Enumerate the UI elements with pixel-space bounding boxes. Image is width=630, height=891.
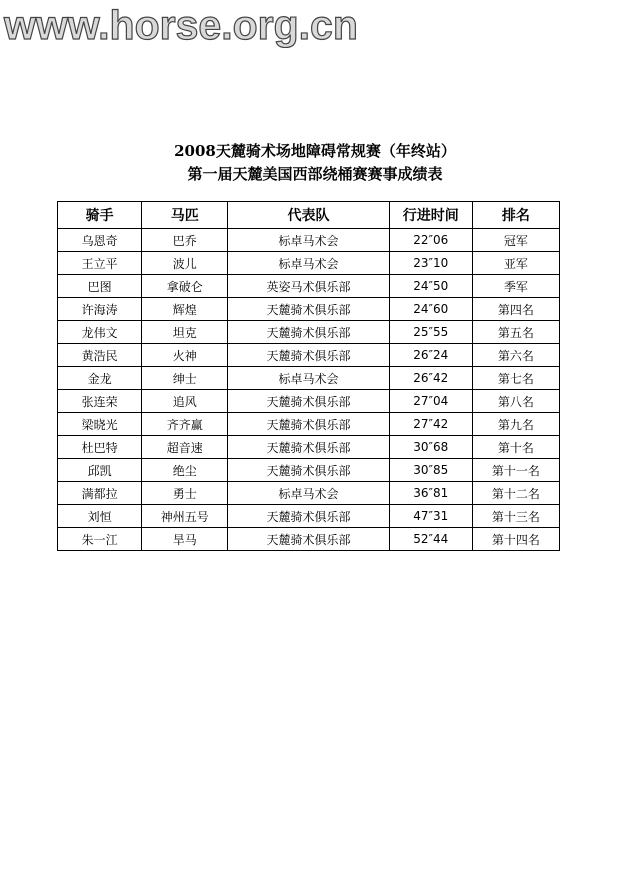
cell-time: 26″42: [389, 367, 472, 390]
cell-time: 24″60: [389, 298, 472, 321]
watermark-svg: [0, 2, 360, 48]
cell-rank: 季军: [472, 275, 559, 298]
table-row: [58, 367, 560, 390]
cell-rank: 第十一名: [472, 459, 559, 482]
cell-horse: 火神: [142, 344, 228, 367]
cell-rank: 第八名: [472, 390, 559, 413]
cell-time: 26″24: [389, 344, 472, 367]
table-row: [58, 321, 560, 344]
cell-rank: 第十四名: [472, 528, 559, 551]
cell-rank: 第十二名: [472, 482, 559, 505]
table-row: [58, 275, 560, 298]
cell-team: 英姿马术俱乐部: [228, 275, 389, 298]
cell-team: 标卓马术会: [228, 229, 389, 252]
cell-rank: 冠军: [472, 229, 559, 252]
cell-horse: 旱马: [142, 528, 228, 551]
cell-rider: 金龙: [58, 367, 142, 390]
watermark-text: www.horse.org.cn: [4, 2, 358, 48]
cell-time: 36″81: [389, 482, 472, 505]
cell-rider: 满都拉: [58, 482, 142, 505]
cell-horse: 辉煌: [142, 298, 228, 321]
cell-horse: 波儿: [142, 252, 228, 275]
cell-horse: 勇士: [142, 482, 228, 505]
cell-time: 22″06: [389, 229, 472, 252]
cell-horse: 绝尘: [142, 459, 228, 482]
cell-team: 天麓骑术俱乐部: [228, 413, 389, 436]
table-row: [58, 298, 560, 321]
table-row: [58, 436, 560, 459]
cell-rank: 第九名: [472, 413, 559, 436]
table-row: [58, 413, 560, 436]
cell-rider: 杜巴特: [58, 436, 142, 459]
cell-team: 标卓马术会: [228, 482, 389, 505]
cell-time: 27″04: [389, 390, 472, 413]
cell-time: 23″10: [389, 252, 472, 275]
cell-team: 天麓骑术俱乐部: [228, 459, 389, 482]
table-row: [58, 482, 560, 505]
cell-team: 天麓骑术俱乐部: [228, 344, 389, 367]
cell-time: 30″85: [389, 459, 472, 482]
cell-rider: 朱一江: [58, 528, 142, 551]
cell-horse: 拿破仑: [142, 275, 228, 298]
table-row: [58, 252, 560, 275]
cell-horse: 追风: [142, 390, 228, 413]
table-row: [58, 229, 560, 252]
title-line-2: 第一届天麓美国西部绕桶赛赛事成绩表: [187, 165, 443, 183]
table-row: [58, 459, 560, 482]
cell-horse: 超音速: [142, 436, 228, 459]
watermark-logo: [0, 2, 360, 48]
cell-rider: 王立平: [58, 252, 142, 275]
cell-time: 27″42: [389, 413, 472, 436]
cell-horse: 神州五号: [142, 505, 228, 528]
cell-time: 25″55: [389, 321, 472, 344]
cell-time: 52″44: [389, 528, 472, 551]
table-row: [58, 390, 560, 413]
results-table: [57, 201, 560, 551]
cell-rider: 乌恩奇: [58, 229, 142, 252]
cell-time: 24″50: [389, 275, 472, 298]
title-line-1: 2008天麓骑术场地障碍常规赛（年终站）: [174, 142, 456, 160]
cell-rider: 许海涛: [58, 298, 142, 321]
table-row: [58, 528, 560, 551]
table-row: [58, 344, 560, 367]
cell-horse: 坦克: [142, 321, 228, 344]
cell-rider: 巴图: [58, 275, 142, 298]
cell-team: 天麓骑术俱乐部: [228, 505, 389, 528]
cell-rank: 第十名: [472, 436, 559, 459]
cell-rank: 第四名: [472, 298, 559, 321]
cell-horse: 齐齐赢: [142, 413, 228, 436]
cell-rider: 梁晓光: [58, 413, 142, 436]
cell-rider: 龙伟文: [58, 321, 142, 344]
cell-team: 天麓骑术俱乐部: [228, 321, 389, 344]
header-team: 代表队: [228, 202, 389, 229]
cell-team: 标卓马术会: [228, 252, 389, 275]
header-horse: 马匹: [142, 202, 228, 229]
cell-rank: 第六名: [472, 344, 559, 367]
header-time: 行进时间: [389, 202, 472, 229]
table-row: [58, 505, 560, 528]
cell-time: 30″68: [389, 436, 472, 459]
results-title: [0, 140, 630, 186]
cell-rank: 第七名: [472, 367, 559, 390]
header-rider: 骑手: [58, 202, 142, 229]
cell-team: 天麓骑术俱乐部: [228, 390, 389, 413]
cell-horse: 绅士: [142, 367, 228, 390]
header-rank: 排名: [472, 202, 559, 229]
cell-rank: 亚军: [472, 252, 559, 275]
cell-team: 标卓马术会: [228, 367, 389, 390]
cell-rider: 刘恒: [58, 505, 142, 528]
cell-rider: 邱凯: [58, 459, 142, 482]
cell-rider: 黄浩民: [58, 344, 142, 367]
cell-rider: 张连荣: [58, 390, 142, 413]
cell-time: 47″31: [389, 505, 472, 528]
cell-horse: 巴乔: [142, 229, 228, 252]
cell-team: 天麓骑术俱乐部: [228, 436, 389, 459]
cell-rank: 第十三名: [472, 505, 559, 528]
cell-team: 天麓骑术俱乐部: [228, 298, 389, 321]
cell-team: 天麓骑术俱乐部: [228, 528, 389, 551]
cell-rank: 第五名: [472, 321, 559, 344]
table-header-row: [58, 202, 560, 229]
